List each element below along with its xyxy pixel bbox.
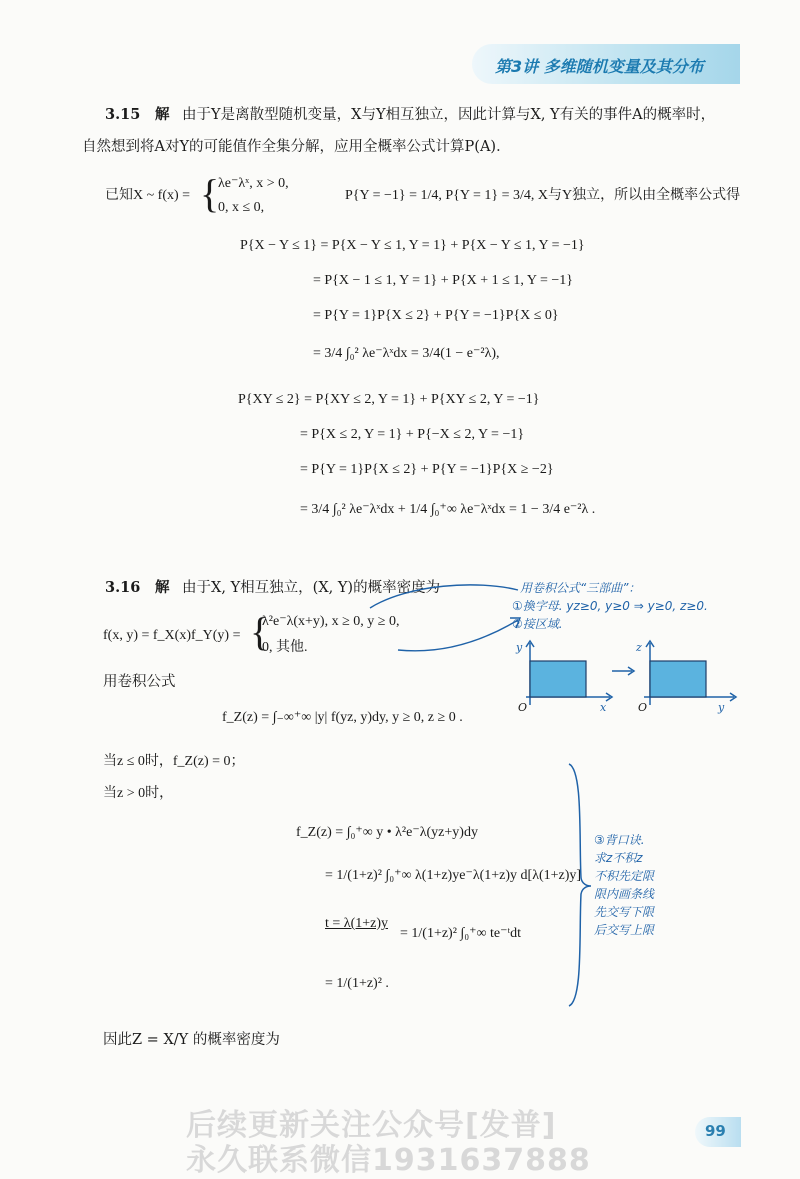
equation-line: = P{Y = 1}P{X ≤ 2} + P{Y = −1}P{X ≤ 0} — [313, 308, 559, 323]
equation-line: P{XY ≤ 2} = P{XY ≤ 2, Y = 1} + P{XY ≤ 2, Y = −1} — [238, 392, 540, 407]
derivation-step: = 1/(1+z)² ∫₀⁺∞ te⁻ᵗdt — [400, 926, 522, 941]
convolution-formula: f_Z(z) = ∫₋∞⁺∞ |y| f(yz, y)dy, y ≥ 0, z ≥ 0 . — [222, 710, 463, 725]
region-fill — [650, 661, 706, 697]
equation-line: = P{Y = 1}P{X ≤ 2} + P{Y = −1}P{X ≥ −2} — [300, 462, 554, 477]
note-line: 用卷积公式“三部曲”： — [520, 581, 641, 595]
note-line: 求z不积z — [594, 851, 643, 865]
note-line: ①換字母. yz≥0, y≥0 ⇒ y≥0, z≥0. — [512, 599, 708, 613]
chapter-title: 第3讲 多维随机变量及其分布 — [495, 57, 704, 76]
piecewise-case: λe⁻λˣ, x > 0, — [218, 176, 289, 191]
axis-label: x — [600, 701, 607, 714]
watermark-line: 后续更新关注公众号[发普] — [186, 1108, 557, 1143]
connector-arrow-icon — [368, 584, 528, 654]
problem-number: 3.15 — [105, 106, 141, 123]
equation-line: P{X − Y ≤ 1} = P{X − Y ≤ 1, Y = 1} + P{X − Y ≤ 1, Y = −1} — [240, 238, 585, 253]
piecewise-case: λ²e⁻λ(x+y), x ≥ 0, y ≥ 0, — [262, 614, 400, 629]
derivation-step: = 1/(1+z)² . — [325, 976, 389, 991]
given-suffix: P{Y = −1} = 1/4, P{Y = 1} = 3/4, X与Y独立，所以由全概率公式得 — [345, 188, 741, 203]
watermark-line: 永久联系微信1931637888 — [186, 1143, 591, 1178]
text-line: 用卷积公式 — [103, 674, 176, 690]
note-line: 不积先定限 — [594, 869, 655, 883]
region-fill — [530, 661, 586, 697]
note-line: 先交写下限 — [594, 905, 655, 919]
given-prefix: 已知X ~ f(x) = — [105, 188, 191, 203]
region-diagram — [508, 635, 748, 715]
solution-mark: 解 — [154, 106, 170, 123]
piecewise-case: 0, x ≤ 0, — [218, 200, 265, 215]
equation-line: = P{X − 1 ≤ 1, Y = 1} + P{X + 1 ≤ 1, Y = −1} — [313, 273, 573, 288]
text-line: 自然想到将A对Y的可能值作全集分解，应用全概率公式计算P(A)． — [82, 139, 511, 155]
note-line: 后交写上限 — [594, 923, 655, 937]
joint-density-prefix: f(x, y) = f_X(x)f_Y(y) = — [103, 628, 241, 643]
solution-mark: 解 — [154, 579, 170, 596]
page-number: 99 — [705, 1122, 726, 1140]
axis-label: y — [718, 701, 725, 714]
conclusion-text: 因此Z = X/Y 的概率密度为 — [103, 1032, 280, 1048]
equation-line: = 3/4 ∫₀² λe⁻λˣdx = 3/4(1 − e⁻²λ), — [313, 346, 500, 361]
equation-line: = P{X ≤ 2, Y = 1} + P{−X ≤ 2, Y = −1} — [300, 427, 525, 442]
note-line: 限内画条线 — [594, 887, 655, 901]
case-text: 当z > 0时， — [103, 786, 174, 801]
equation-line: = 3/4 ∫₀² λe⁻λˣdx + 1/4 ∫₀⁺∞ λe⁻λˣdx = 1 − 3/4 e⁻²λ . — [300, 502, 596, 517]
left-brace: { — [200, 171, 220, 216]
axis-label: z — [636, 641, 642, 654]
handwritten-brace-icon — [565, 760, 595, 1010]
derivation-step: f_Z(z) = ∫₀⁺∞ y • λ²e⁻λ(yz+y)dy — [296, 825, 478, 840]
origin-label: O — [638, 701, 648, 714]
note-line: ③背口诀. — [594, 833, 645, 847]
case-text: 当z ≤ 0时，f_Z(z) = 0； — [103, 754, 245, 769]
left-brace: { — [250, 609, 270, 654]
piecewise-case: 0, 其他. — [262, 640, 308, 655]
derivation-step: = 1/(1+z)² ∫₀⁺∞ λ(1+z)ye⁻λ(1+z)y d[λ(1+z)y] — [325, 868, 582, 883]
text-line: 由于Y是离散型随机变量，X与Y相互独立，因此计算与X, Y有关的事件A的概率时， — [182, 107, 716, 123]
origin-label: O — [518, 701, 528, 714]
substitution: t = λ(1+z)y — [325, 916, 389, 931]
problem-number: 3.16 — [105, 579, 141, 596]
text-line: 由于X, Y相互独立，(X, Y)的概率密度为 — [182, 580, 441, 596]
problem-3-15-intro — [105, 105, 715, 125]
axis-label: y — [516, 641, 523, 654]
note-line: ②接区域. — [512, 617, 563, 631]
